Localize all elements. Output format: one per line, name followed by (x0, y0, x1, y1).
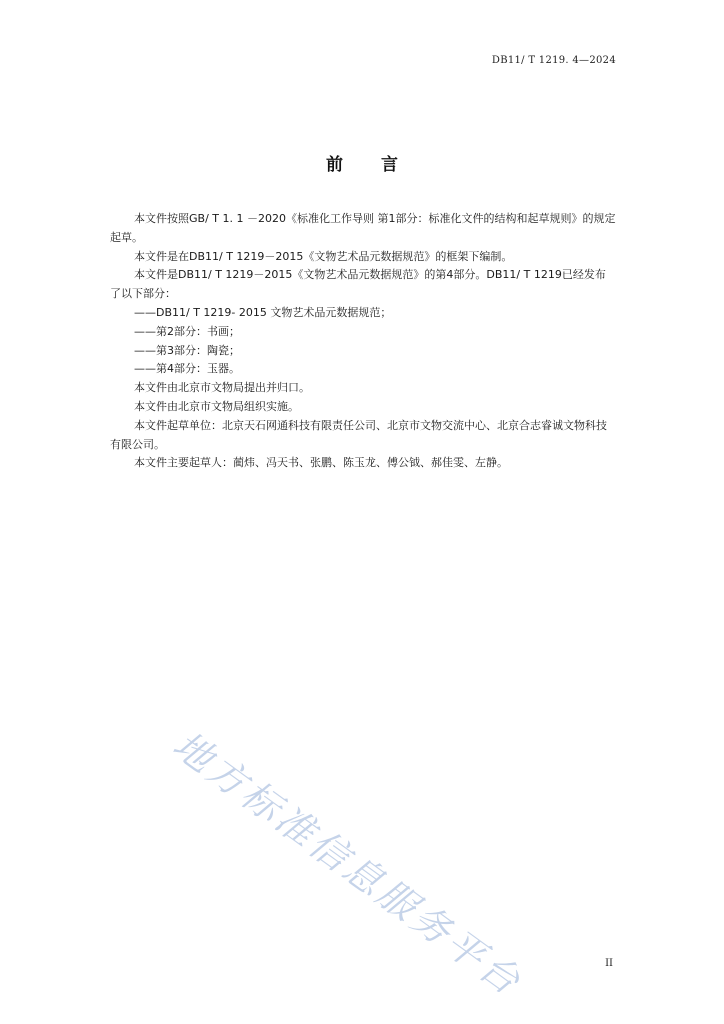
paragraph: 本文件是在DB11/ T 1219－2015《文物艺术品元数据规范》的框架下编制。 (134, 249, 513, 263)
watermark: 地方标准信息服务平台 (165, 722, 531, 1006)
paragraph: 本文件是DB11/ T 1219－2015《文物艺术品元数据规范》的第4部分。DB11/ T 1219已经发布了以下部分： (110, 268, 606, 301)
document-body (110, 210, 616, 473)
list-item: ——第4部分：玉器。 (134, 362, 240, 376)
paragraph: 本文件由北京市文物局组织实施。 (134, 399, 299, 413)
standard-code: DB11/ T 1219. 4—2024 (491, 55, 616, 66)
paragraph: 本文件起草单位：北京天石网通科技有限责任公司、北京市文物交流中心、北京合志睿诚文物科技有限公司。 (110, 418, 607, 451)
list-item: ——DB11/ T 1219- 2015 文物艺术品元数据规范； (134, 305, 392, 319)
paragraph: 本文件主要起草人：蔺炜、冯天书、张鹏、陈玉龙、傅公钺、郝佳雯、左静。 (134, 456, 508, 470)
list-item: ——第2部分：书画； (134, 324, 240, 338)
paragraph: 本文件由北京市文物局提出并归口。 (134, 381, 310, 395)
page-number: II (605, 958, 613, 969)
page-title: 前言 (326, 155, 436, 175)
paragraph: 本文件按照GB/ T 1. 1 －2020《标准化工作导则 第1部分：标准化文件的结构和起草规则》的规定起草。 (110, 212, 616, 244)
list-item: ——第3部分：陶瓷； (134, 343, 240, 357)
